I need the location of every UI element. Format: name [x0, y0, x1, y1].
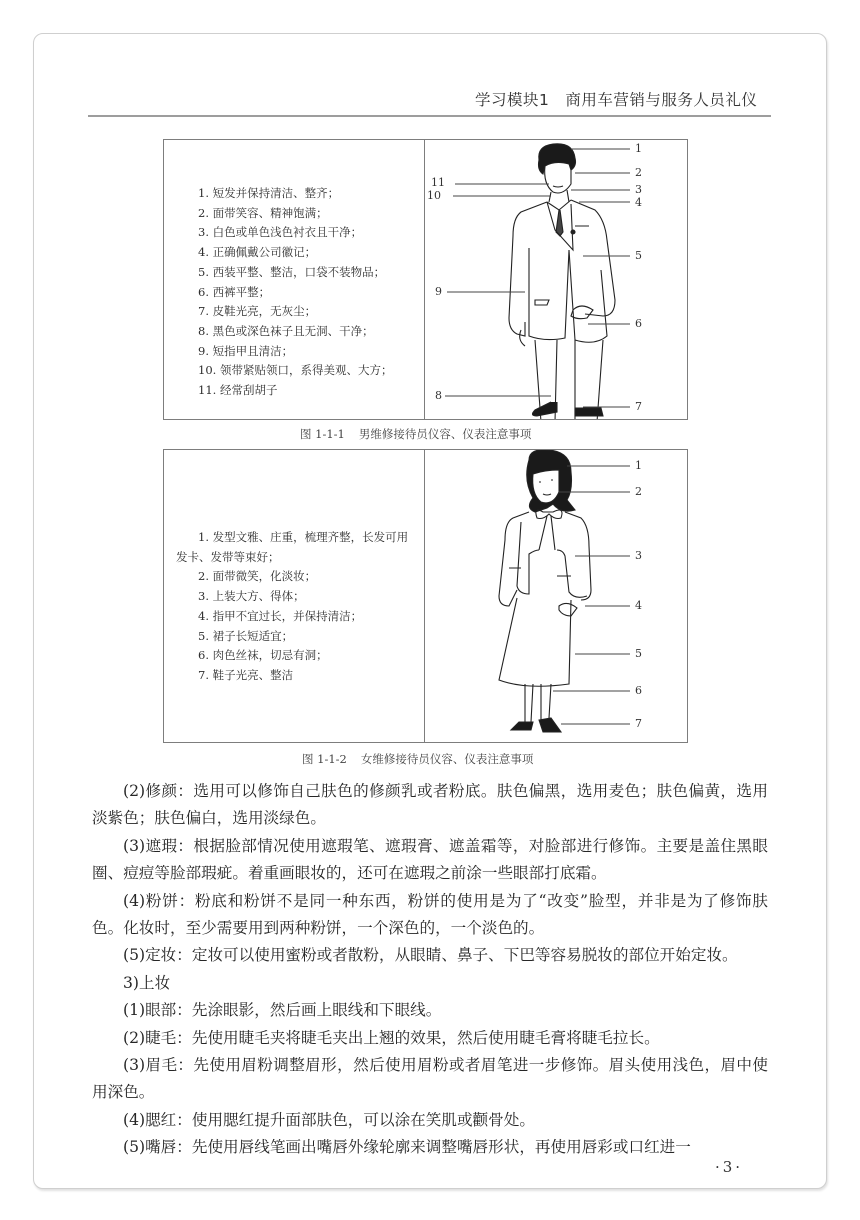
note-item: 2. 面带笑容、精神饱满； — [198, 205, 328, 220]
callout-label: 9 — [435, 285, 442, 298]
note-item: 8. 黑色或深色袜子且无洞、干净； — [198, 323, 374, 338]
paragraph: (2)修颜：选用可以修饰自己肤色的修颜乳或者粉底。肤色偏黑，选用麦色；肤色偏黄，选用淡紫色；肤色偏白，选用淡绿色。 — [92, 782, 768, 828]
paragraph: (4)腮红：使用腮红提升面部肤色，可以涂在笑肌或颧骨处。 — [123, 1110, 535, 1129]
note-item: 7. 鞋子光亮、整洁 — [198, 667, 294, 682]
chapter-title: 商用车营销与服务人员礼仪 — [565, 91, 758, 109]
callout-label: 5 — [635, 647, 642, 660]
note-item: 10. 领带紧贴领口，系得美观、大方； — [198, 363, 393, 378]
body-text — [92, 778, 768, 1162]
callout-label: 1 — [635, 459, 642, 472]
note-item: 3. 白色或单色浅色衬衣且干净； — [198, 225, 363, 240]
paragraph: (4)粉饼：粉底和粉饼不是同一种东西，粉饼的使用是为了“改变”脸型，并非是为了修饰肤色。化妆时，至少需要用到两种粉饼，一个深色的，一个淡色的。 — [92, 891, 768, 938]
paragraph: (1)眼部：先涂眼影，然后画上眼线和下眼线。 — [123, 1001, 442, 1020]
callout-label: 11 — [431, 176, 445, 189]
note-item: 3. 上装大方、得体； — [198, 589, 305, 604]
callout-label: 6 — [635, 317, 642, 330]
note-item: 6. 肉色丝袜，切忌有洞； — [198, 648, 328, 663]
note-item: 1. 短发并保持清洁、整齐； — [198, 186, 340, 200]
paragraph: (5)嘴唇：先使用唇线笔画出嘴唇外缘轮廓来调整嘴唇形状，再使用唇彩或口红进一 — [123, 1138, 691, 1157]
note-item: 2. 面带微笑，化淡妆； — [198, 569, 317, 584]
note-item: 4. 指甲不宜过长，并保持清洁； — [198, 608, 363, 623]
note-item: 11. 经常刮胡子 — [198, 383, 278, 398]
module-label: 学习模块1 — [475, 91, 550, 109]
page-number: ·3· — [715, 1158, 744, 1176]
note-item: 6. 西裤平整； — [198, 284, 271, 299]
note-item: 5. 裙子长短适宜； — [198, 628, 294, 643]
figure-caption — [302, 751, 533, 767]
callout-label: 3 — [635, 549, 642, 562]
callout-label: 8 — [435, 389, 442, 402]
callout-label: 2 — [635, 166, 642, 179]
caption-text: 男维修接待员仪容、仪表注意事项 — [358, 427, 532, 441]
callout-label: 10 — [427, 189, 441, 202]
callout-label: 7 — [635, 400, 642, 413]
paragraph: (3)眉毛：先使用眉粉调整眉形，然后使用眉粉或者眉笔进一步修饰。眉头使用浅色，眉中使用深色。 — [92, 1056, 768, 1102]
figure-notes-list — [198, 184, 423, 401]
callout-label: 1 — [635, 142, 642, 155]
header-rule — [88, 115, 771, 117]
callout-label: 2 — [635, 485, 642, 498]
female-receptionist-illustration — [425, 450, 687, 742]
note-item: 4. 正确佩戴公司徽记； — [198, 245, 317, 260]
figure-male-receptionist — [163, 139, 688, 420]
note-item: 5. 西装平整、整洁，口袋不装物品； — [198, 264, 386, 279]
callout-label: 3 — [635, 183, 642, 196]
paragraph: (5)定妆：定妆可以使用蜜粉或者散粉，从眼睛、鼻子、下巴等容易脱妆的部位开始定妆。 — [123, 946, 738, 965]
note-item: 9. 短指甲且清洁； — [198, 343, 294, 358]
paragraph: (3)遮瑕：根据脸部情况使用遮瑕笔、遮瑕膏、遮盖霜等，对脸部进行修饰。主要是盖住黑眼圈、痘痘等脸部瑕疵。着重画眼妆的，还可在遮瑕之前涂一些眼部打底霜。 — [92, 836, 768, 883]
note-item: 1. 发型文雅、庄重，梳理齐整，长发可用发卡、发带等束好； — [176, 530, 409, 564]
callout-label: 4 — [635, 196, 642, 209]
running-header — [475, 88, 757, 110]
male-receptionist-illustration — [425, 140, 687, 419]
figure-notes-list — [176, 528, 418, 686]
caption-text: 女维修接待员仪容、仪表注意事项 — [360, 752, 534, 766]
caption-number: 图 1-1-1 — [300, 427, 345, 441]
callout-label: 7 — [635, 717, 642, 730]
callout-label: 4 — [635, 599, 642, 612]
section-subheading: 3)上妆 — [123, 973, 171, 992]
caption-number: 图 1-1-2 — [302, 752, 347, 766]
figure-female-receptionist — [163, 449, 688, 743]
note-item: 7. 皮鞋光亮，无灰尘； — [198, 304, 317, 319]
paragraph: (2)睫毛：先使用睫毛夹将睫毛夹出上翘的效果，然后使用睫毛膏将睫毛拉长。 — [123, 1028, 660, 1047]
figure-caption — [300, 426, 531, 442]
callout-label: 5 — [635, 249, 642, 262]
callout-label: 6 — [635, 684, 642, 697]
